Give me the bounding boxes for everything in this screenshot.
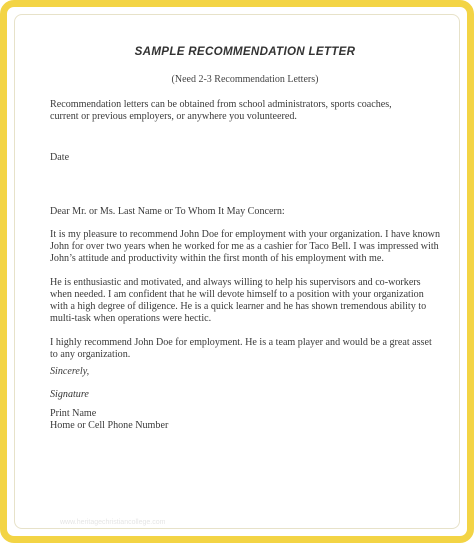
body-paragraph-2 (50, 277, 440, 325)
body-paragraph-1 (50, 229, 440, 265)
date-label: Date (50, 152, 70, 163)
phone-number-label: Home or Cell Phone Number (50, 420, 169, 431)
paragraph-line: John for over two years when he worked for me as a cashier for Taco Bell. I was impressed with (50, 241, 439, 252)
paragraph-line: when needed. I am confident that he will devote himself to a position with your organization (50, 289, 424, 300)
letter-subtitle: (Need 2-3 Recommendation Letters) (171, 74, 319, 85)
closing: Sincerely, (50, 366, 90, 377)
paragraph-line: with a high degree of diligence. He is a quick learner and he has shown tremendous ability to (50, 301, 427, 312)
paragraph-line: multi-task when operations were hectic. (50, 313, 212, 324)
intro-line: Recommendation letters can be obtained from school administrators, sports coaches, (50, 99, 392, 110)
paragraph-line: John’s attitude and productivity within the first month of his employment with me. (50, 253, 384, 264)
intro-line: current or previous employers, or anywhere you volunteered. (50, 111, 297, 122)
salutation: Dear Mr. or Ms. Last Name or To Whom It May Concern: (50, 206, 285, 217)
intro-paragraph (50, 99, 440, 123)
paragraph-line: It is my pleasure to recommend John Doe for employment with your organization. I have known (50, 229, 441, 240)
paragraph-line: I highly recommend John Doe for employment. He is a team player and would be a great asset (50, 337, 432, 348)
print-name: Print Name (50, 408, 97, 419)
watermark: www.heritagechristiancollege.com (60, 519, 166, 526)
paragraph-line: to any organization. (50, 349, 131, 360)
frame-inner-border (14, 14, 460, 529)
letter-title: SAMPLE RECOMMENDATION LETTER (134, 45, 356, 58)
paragraph-line: He is enthusiastic and motivated, and always willing to help his supervisors and co-workers (50, 277, 421, 288)
signature: Signature (50, 389, 89, 400)
body-paragraph-3 (50, 337, 440, 361)
